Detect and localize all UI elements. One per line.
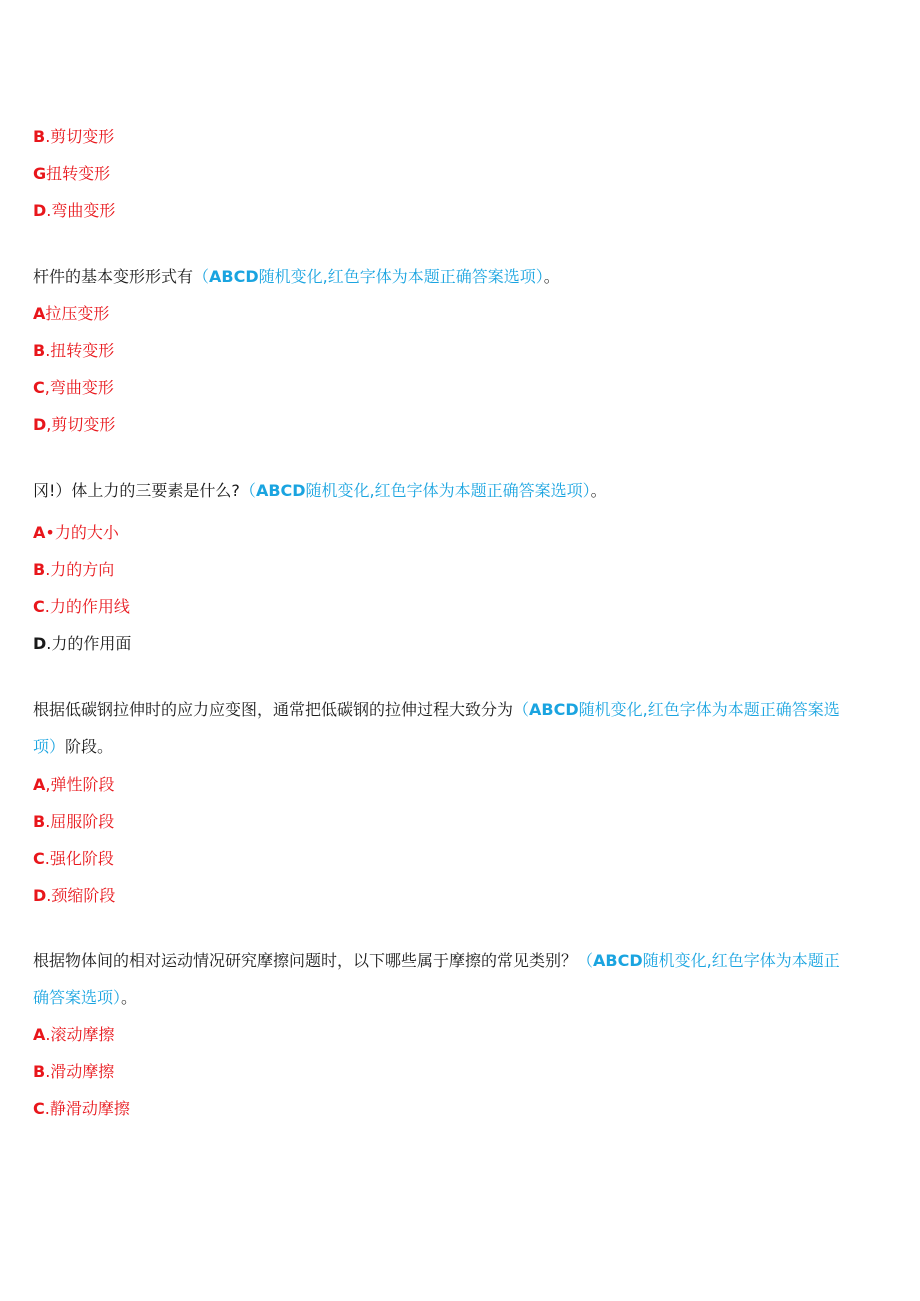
option-d: [33, 632, 890, 656]
option-letter: C: [33, 597, 45, 616]
hint-open-paren: （: [239, 481, 256, 500]
answer-hint: [193, 267, 544, 286]
option-c: [33, 1097, 890, 1121]
option-text: 拉压变形: [45, 304, 110, 323]
question-stem-continued: [33, 735, 890, 759]
option-letter: G: [33, 164, 47, 183]
option-letter: D: [33, 415, 47, 434]
option-a: [33, 773, 890, 797]
question-stem: [33, 265, 890, 289]
option-separator: .: [45, 812, 51, 831]
question-tail: 。: [543, 267, 560, 286]
option-b: [33, 1060, 890, 1084]
question-stem: [33, 949, 890, 973]
option-b: [33, 125, 890, 149]
option-separator: ,: [45, 775, 51, 794]
option-separator: .: [45, 1025, 51, 1044]
option-letter: D: [33, 886, 47, 905]
option-b: [33, 810, 890, 834]
question-text: 根据低碳钢拉伸时的应力应变图，通常把低碳钢的拉伸过程大致分为: [33, 700, 514, 719]
hint-letters: ABCD: [209, 267, 259, 286]
option-text: 力的作用线: [49, 597, 130, 616]
option-text: 扭转变形: [50, 341, 115, 360]
hint-text: 随机变化,红色字体为本题正确答案选项）: [305, 481, 591, 500]
option-letter: B: [33, 560, 46, 579]
option-text: 滑动摩擦: [50, 1062, 115, 1081]
option-text: 剪切变形: [51, 415, 116, 434]
hint-open-paren: （: [577, 951, 594, 970]
option-letter: B: [33, 812, 46, 831]
option-separator: .: [45, 341, 51, 360]
option-a: [33, 1023, 890, 1047]
hint-text: 随机变化,红色字体为本题正确答案选: [578, 700, 840, 719]
hint-letters: ABCD: [593, 951, 643, 970]
answer-hint: [240, 481, 591, 500]
option-text: 弹性阶段: [50, 775, 115, 794]
option-separator: .: [45, 560, 51, 579]
option-g: [33, 162, 890, 186]
option-text: 颈缩阶段: [51, 886, 116, 905]
option-letter: C: [33, 378, 45, 397]
question-text: 根据物体间的相对运动情况研究摩擦问题时，以下哪些属于摩擦的常见类别？: [33, 951, 578, 970]
option-d: [33, 884, 890, 908]
hint-text: 随机变化,红色字体为本题正确答案选项）: [258, 267, 544, 286]
option-letter: D: [33, 201, 47, 220]
answer-hint: [577, 951, 840, 970]
question-text: 杆件的基本变形形式有: [33, 267, 194, 286]
hint-text-continued: 确答案选项）: [33, 988, 122, 1007]
option-separator: .: [46, 634, 52, 653]
option-text: 强化阶段: [49, 849, 114, 868]
option-letter: C: [33, 1099, 45, 1118]
option-c: [33, 376, 890, 400]
option-text: 静滑动摩擦: [49, 1099, 130, 1118]
option-letter: B: [33, 341, 46, 360]
hint-letters: ABCD: [529, 700, 579, 719]
option-c: [33, 595, 890, 619]
option-separator: ,: [46, 415, 52, 434]
hint-text: 随机变化,红色字体为本题正: [642, 951, 840, 970]
option-text: 力的大小: [54, 523, 119, 542]
option-letter: A: [33, 775, 46, 794]
option-separator: .: [44, 1099, 50, 1118]
option-separator: •: [45, 523, 55, 542]
option-text: 剪切变形: [50, 127, 115, 146]
hint-open-paren: （: [193, 267, 210, 286]
option-letter: A: [33, 523, 46, 542]
option-letter: D: [33, 634, 47, 653]
option-text: 屈服阶段: [50, 812, 115, 831]
option-letter: A: [33, 1025, 46, 1044]
option-text: 弯曲变形: [51, 201, 116, 220]
option-a: [33, 521, 890, 545]
option-letter: C: [33, 849, 45, 868]
option-text: 滚动摩擦: [50, 1025, 115, 1044]
option-letter: B: [33, 1062, 46, 1081]
option-a: [33, 302, 890, 326]
option-separator: .: [45, 127, 51, 146]
option-letter: A: [33, 304, 46, 323]
question-stem: [33, 698, 890, 722]
option-text: 弯曲变形: [49, 378, 114, 397]
option-d: [33, 413, 890, 437]
option-text: 力的作用面: [51, 634, 132, 653]
option-separator: .: [44, 849, 50, 868]
hint-text-continued: 项）: [33, 737, 66, 756]
question-tail: 。: [590, 481, 607, 500]
option-b: [33, 339, 890, 363]
question-tail: 阶段。: [65, 737, 114, 756]
option-separator: ,: [44, 378, 50, 397]
hint-open-paren: （: [513, 700, 530, 719]
option-text: 力的方向: [50, 560, 115, 579]
option-letter: B: [33, 127, 46, 146]
question-text: 冈!）体上力的三要素是什么?: [33, 481, 240, 500]
answer-hint: [513, 700, 840, 719]
question-stem-continued: [33, 986, 890, 1010]
option-b: [33, 558, 890, 582]
option-c: [33, 847, 890, 871]
option-d: [33, 199, 890, 223]
hint-letters: ABCD: [255, 481, 306, 500]
option-separator: .: [45, 1062, 51, 1081]
option-separator: .: [46, 886, 52, 905]
question-stem: [33, 479, 890, 503]
option-separator: .: [46, 201, 52, 220]
option-text: 扭转变形: [46, 164, 111, 183]
option-separator: .: [44, 597, 50, 616]
question-tail: 。: [121, 988, 138, 1007]
